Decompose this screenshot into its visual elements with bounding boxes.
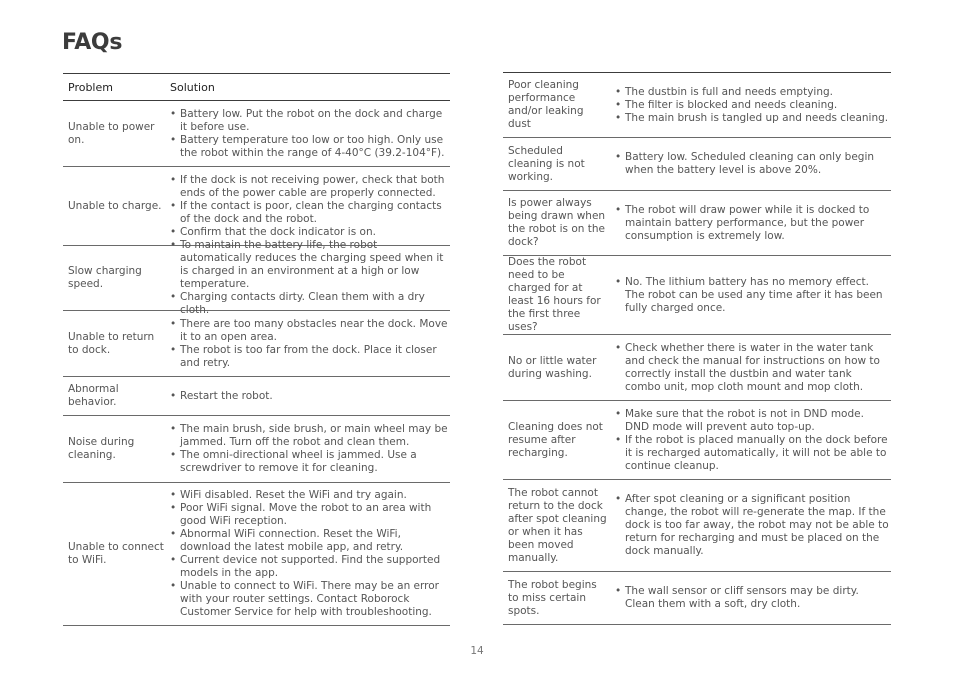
solution-item: • If the dock is not receiving power, check that both ends of the power cable are properly connected. [170,174,448,200]
problem-cell: Abnormal behavior. [68,383,119,408]
solution-cell [615,204,891,243]
solution-cell [615,151,891,177]
solution-list [615,204,891,243]
problem-cell: Slow charging speed. [68,265,142,290]
faq-rows-right [503,72,891,625]
solution-list [170,489,450,619]
table-row [503,480,891,572]
solution-item: • Confirm that the dock indicator is on. [170,226,448,239]
table-row [503,401,891,480]
table-row [503,335,891,401]
problem-cell: Noise during cleaning. [68,436,135,461]
solution-cell [170,239,450,317]
solution-cell [615,493,891,558]
solution-cell [170,390,450,403]
solution-list [170,318,450,370]
solution-list [615,151,891,177]
solution-cell [615,408,891,473]
solution-cell [615,342,891,394]
table-row [63,483,450,626]
faq-table-right [503,72,891,625]
solution-item: • Current device not supported. Find the supported models in the app. [170,554,448,580]
solution-item: • Poor WiFi signal. Move the robot to an area with good WiFi reception. [170,502,448,528]
problem-cell: Scheduled cleaning is not working. [508,144,585,183]
solution-list [615,585,891,611]
problem-cell: The robot begins to miss certain spots. [508,578,597,617]
problem-cell: Unable to charge. [68,199,162,212]
faq-table-left [63,73,450,626]
table-row [503,256,891,335]
solution-item: • If the contact is poor, clean the charging contacts of the dock and the robot. [170,200,448,226]
solution-list [170,239,450,317]
solution-item: • Restart the robot. [170,390,448,403]
solution-item: • The robot is too far from the dock. Place it closer and retry. [170,344,448,370]
faq-rows-left [63,101,450,626]
problem-cell: Does the robot need to be charged for at least 16 hours for the first three uses? [508,256,601,333]
solution-column-header: Solution [170,80,215,94]
table-header-row [63,73,450,101]
solution-cell [615,276,891,315]
page-title: FAQs [62,30,123,55]
table-row [63,416,450,483]
solution-item: • Charging contacts dirty. Clean them with a dry cloth. [170,291,448,317]
solution-list [170,390,450,403]
solution-item: • Make sure that the robot is not in DND mode. DND mode will prevent auto top-up. [615,408,889,434]
table-row [63,377,450,416]
solution-item: • Check whether there is water in the water tank and check the manual for instructions on how to correctly install the dustbin and water tank combo unit, mop cloth mount and mop cloth. [615,342,889,394]
solution-cell [615,86,891,125]
solution-cell [615,585,891,611]
solution-cell [170,318,450,370]
solution-item: • The omni-directional wheel is jammed. Use a screwdriver to remove it for cleaning. [170,449,448,475]
problem-cell: Is power always being drawn when the robot is on the dock? [508,197,606,248]
solution-list [170,423,450,475]
table-row [503,572,891,625]
table-row [63,101,450,167]
solution-cell [170,489,450,619]
solution-item: • To maintain the battery life, the robot automatically reduces the charging speed when it is charged in an environment at a high or low temperature. [170,239,448,291]
problem-cell: Unable to connect to WiFi. [68,541,164,566]
solution-item: • Abnormal WiFi connection. Reset the WiFi, download the latest mobile app, and retry. [170,528,448,554]
solution-list [615,408,891,473]
solution-list [615,86,891,125]
solution-item: • After spot cleaning or a significant position change, the robot will re-generate the map. If the dock is too far away, the robot may not be able to return for recharging and must be placed on the dock manually. [615,493,889,558]
solution-list [615,342,891,394]
problem-cell: Poor cleaning performance and/or leaking dust [508,79,584,130]
solution-list [615,276,891,315]
solution-item: • WiFi disabled. Reset the WiFi and try again. [170,489,448,502]
problem-cell: Cleaning does not resume after recharging. [508,420,603,459]
solution-cell [170,174,450,239]
solution-item: • The dustbin is full and needs emptying. [615,86,889,99]
solution-cell [170,108,450,160]
problem-column-header: Problem [68,80,113,94]
solution-item: • Battery temperature too low or too high. Only use the robot within the range of 4-40°C (39.2-104°F). [170,134,448,160]
solution-item: • The main brush, side brush, or main wheel may be jammed. Turn off the robot and clean them. [170,423,448,449]
solution-item: • The main brush is tangled up and needs cleaning. [615,112,889,125]
solution-item: • The robot will draw power while it is docked to maintain battery performance, but the power consumption is extremely low. [615,204,889,243]
solution-item: • No. The lithium battery has no memory effect. The robot can be used any time after it has been fully charged once. [615,276,889,315]
problem-cell: Unable to return to dock. [68,330,155,356]
solution-list [615,493,891,558]
table-row [503,138,891,191]
table-row [63,239,450,316]
solution-item: • The wall sensor or cliff sensors may be dirty. Clean them with a soft, dry cloth. [615,585,889,611]
problem-cell: No or little water during washing. [508,354,597,380]
solution-cell [170,423,450,475]
solution-item: • If the robot is placed manually on the dock before it is recharged automatically, it will not be able to continue cleanup. [615,434,889,473]
problem-cell: The robot cannot return to the dock after spot cleaning or when it has been moved manually. [508,486,607,564]
solution-item: • Battery low. Put the robot on the dock and charge it before use. [170,108,448,134]
problem-cell: Unable to power on. [68,120,155,146]
table-row [503,191,891,256]
solution-list [170,174,450,239]
solution-item: • Unable to connect to WiFi. There may be an error with your router settings. Contact Roborock Customer Service for help with troubleshooting. [170,580,448,619]
page-number: 14 [470,645,484,657]
solution-item: • The filter is blocked and needs cleaning. [615,99,889,112]
table-row [63,311,450,377]
table-row [63,167,450,246]
table-row [503,72,891,138]
solution-item: • There are too many obstacles near the dock. Move it to an open area. [170,318,448,344]
solution-item: • Battery low. Scheduled cleaning can only begin when the battery level is above 20%. [615,151,889,177]
solution-list [170,108,450,160]
